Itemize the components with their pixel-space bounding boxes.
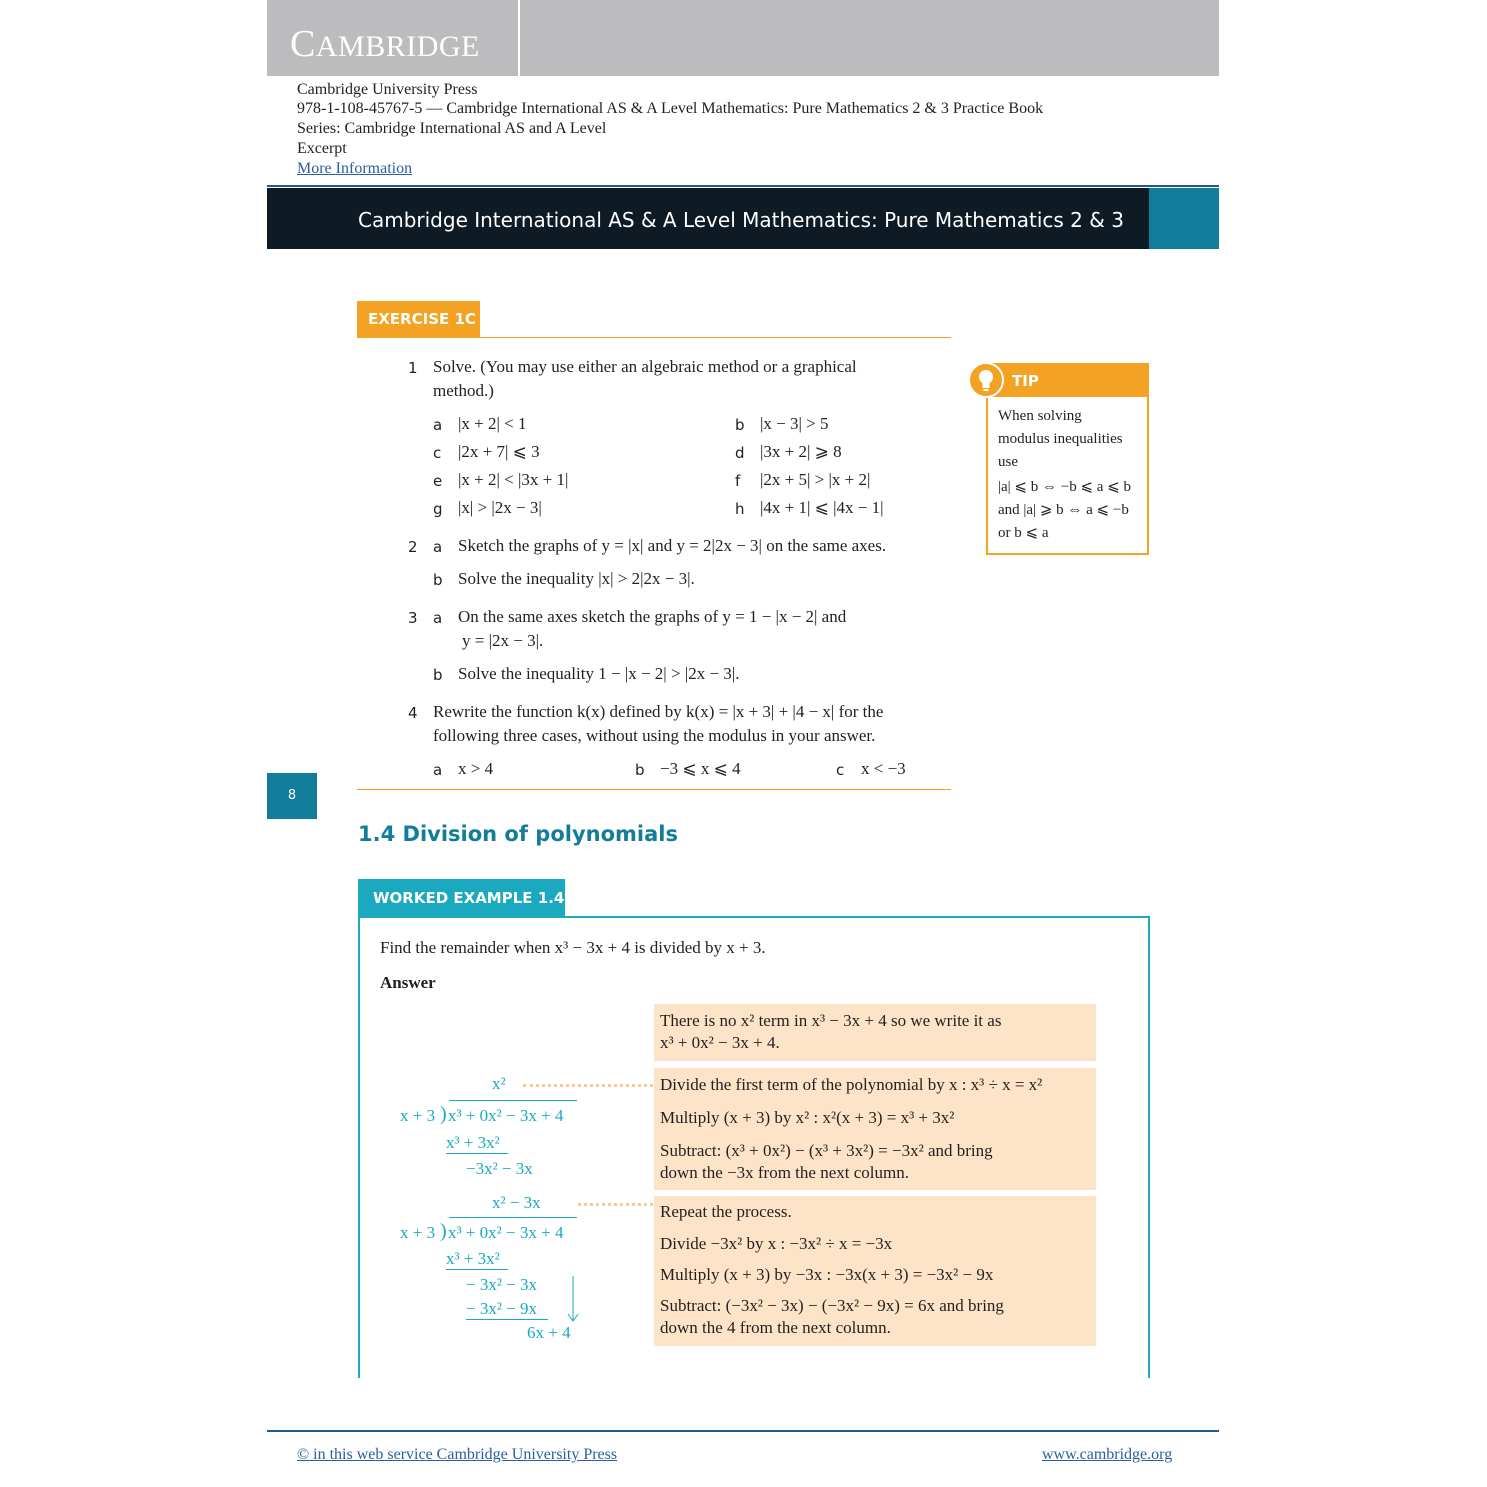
tip-text-line: or b ⩽ a [998, 525, 1049, 541]
question-4-line-1: Rewrite the function k(x) defined by k(x) = |x + 3| + |4 − x| for the [433, 702, 884, 721]
note-1-line-2: x³ + 0x² − 3x + 4. [660, 1033, 780, 1052]
question-number: 4 [408, 704, 418, 722]
division-2-remainder-2: 6x + 4 [527, 1323, 571, 1342]
dotted-connector [523, 1084, 653, 1087]
section-title: 1.4 Division of polynomials [358, 822, 678, 846]
division-2-remainder-1: − 3x² − 3x [466, 1275, 538, 1294]
division-1-remainder: −3x² − 3x [466, 1159, 533, 1178]
part-expression: |x + 2| < 1 [458, 414, 527, 433]
lightbulb-icon [968, 362, 1004, 398]
note-1-line-1: There is no x² term in x³ − 3x + 4 so we write it as [660, 1011, 1002, 1030]
division-1-underline [446, 1153, 508, 1154]
part-label: a [433, 416, 443, 434]
exercise-bottom-rule [357, 789, 951, 790]
division-1-dividend: x³ + 0x² − 3x + 4 [448, 1106, 564, 1125]
tip-text-line: and |a| ⩾ b ⇔ a ⩽ −b [998, 502, 1129, 518]
bring-down-arrow-icon [565, 1276, 581, 1324]
part-label: b [433, 666, 443, 684]
question-2b-text: Solve the inequality |x| > 2|2x − 3|. [458, 569, 695, 588]
lightbulb-icon-svg [970, 364, 1002, 396]
exercise-top-rule [357, 337, 951, 338]
footer-rule [267, 1430, 1219, 1432]
division-2-subtrahend-1: x³ + 3x² [446, 1249, 500, 1268]
banner-divider [518, 0, 520, 76]
part-label: a [433, 761, 443, 779]
question-2a-text: Sketch the graphs of y = |x| and y = 2|2x − 3| on the same axes. [458, 536, 887, 555]
division-2-bar [449, 1217, 577, 1218]
question-1-line-2: method.) [433, 381, 494, 400]
part-label: a [433, 538, 443, 556]
series-line: Series: Cambridge International AS and A Level [297, 120, 607, 137]
division-2-bracket: ) [440, 1220, 447, 1242]
division-1-bracket: ) [440, 1103, 447, 1125]
part-label: b [735, 416, 745, 434]
worked-example-top-border [358, 916, 1150, 918]
division-2-underline-1 [446, 1269, 508, 1270]
note-3-line-1: Repeat the process. [660, 1202, 792, 1221]
note-2-line-2: Multiply (x + 3) by x² : x²(x + 3) = x³ + 3x² [660, 1108, 955, 1127]
header-rule [267, 185, 1219, 187]
worked-example-right-border [1148, 916, 1150, 1378]
excerpt-line: Excerpt [297, 140, 347, 157]
division-2-underline-2 [466, 1319, 548, 1320]
division-1-subtrahend: x³ + 3x² [446, 1133, 500, 1152]
note-3-line-3: Multiply (x + 3) by −3x : −3x(x + 3) = −3x² − 9x [660, 1265, 994, 1284]
tip-text-line: use [998, 454, 1018, 470]
answer-label: Answer [380, 973, 436, 992]
part-label: f [735, 472, 741, 490]
tip-text-line: |a| ⩽ b ⇔ −b ⩽ a ⩽ b [998, 479, 1131, 495]
copyright-link[interactable]: © in this web service Cambridge University Press [297, 1446, 618, 1463]
question-3b-text: Solve the inequality 1 − |x − 2| > |2x − 3|. [458, 664, 740, 683]
division-2-divisor: x + 3 [400, 1223, 436, 1242]
part-expression: |3x + 2| ⩾ 8 [760, 442, 842, 461]
worked-example-left-border [358, 916, 360, 1378]
part-expression: |4x + 1| ⩽ |4x − 1| [760, 498, 884, 517]
division-1-divisor: x + 3 [400, 1106, 436, 1125]
division-1-quotient: x² [492, 1074, 506, 1093]
question-3a-line-1: On the same axes sketch the graphs of y = 1 − |x − 2| and [458, 607, 847, 626]
note-2-line-4: down the −3x from the next column. [660, 1163, 909, 1182]
part-expression: |x − 3| > 5 [760, 414, 829, 433]
part-label: h [735, 500, 745, 518]
tip-header [986, 363, 1149, 397]
question-4-line-2: following three cases, without using the modulus in your answer. [433, 726, 876, 745]
part-label: e [433, 472, 443, 490]
part-label: b [635, 761, 645, 779]
part-expression: |x| > |2x − 3| [458, 498, 542, 517]
division-2-dividend: x³ + 0x² − 3x + 4 [448, 1223, 564, 1242]
part-label: c [836, 761, 845, 779]
part-expression: |2x + 7| ⩽ 3 [458, 442, 540, 461]
note-2-line-1: Divide the first term of the polynomial by x : x³ ÷ x = x² [660, 1075, 1043, 1094]
question-4c-text: x < −3 [861, 759, 906, 778]
more-information-link[interactable]: More Information [297, 160, 413, 177]
worked-example-question: Find the remainder when x³ − 3x + 4 is divided by x + 3. [380, 938, 766, 957]
publisher-line: Cambridge University Press [297, 81, 478, 98]
title-bar-accent [1149, 188, 1219, 249]
worked-example-tag: WORKED EXAMPLE 1.4 [358, 879, 565, 917]
note-3-line-5: down the 4 from the next column. [660, 1318, 891, 1337]
cambridge-website-link[interactable]: www.cambridge.org [1042, 1446, 1173, 1463]
isbn-line: 978-1-108-45767-5 — Cambridge International AS & A Level Mathematics: Pure Mathematics 2 & 3 Practice Book [297, 100, 1044, 117]
tip-label: TIP [1012, 372, 1039, 390]
part-label: c [433, 444, 442, 462]
tip-text-line: modulus inequalities [998, 431, 1123, 447]
division-1-bar [449, 1100, 577, 1101]
part-label: a [433, 609, 443, 627]
note-3-line-4: Subtract: (−3x² − 3x) − (−3x² − 9x) = 6x and bring [660, 1296, 1004, 1315]
page-number: 8 [267, 773, 317, 819]
question-1-line-1: Solve. (You may use either an algebraic method or a graphical [433, 357, 857, 376]
part-expression: |x + 2| < |3x + 1| [458, 470, 569, 489]
cambridge-logo: CAMBRIDGE [290, 23, 480, 65]
part-expression: |2x + 5| > |x + 2| [760, 470, 871, 489]
note-3-line-2: Divide −3x² by x : −3x² ÷ x = −3x [660, 1234, 893, 1253]
division-2-subtrahend-2: − 3x² − 9x [466, 1299, 538, 1318]
question-4b-text: −3 ⩽ x ⩽ 4 [660, 759, 741, 778]
question-number: 3 [408, 609, 418, 627]
part-label: b [433, 571, 443, 589]
tip-text-line: When solving [998, 408, 1082, 424]
part-label: g [433, 500, 443, 518]
question-4a-text: x > 4 [458, 759, 494, 778]
question-3a-line-2: y = |2x − 3|. [462, 631, 544, 650]
note-2-line-3: Subtract: (x³ + 0x²) − (x³ + 3x²) = −3x² and bring [660, 1141, 993, 1160]
question-number: 1 [408, 359, 418, 377]
question-number: 2 [408, 538, 418, 556]
dotted-connector [578, 1203, 653, 1206]
exercise-tag: EXERCISE 1C [357, 301, 480, 338]
part-label: d [735, 444, 745, 462]
book-title: Cambridge International AS & A Level Mathematics: Pure Mathematics 2 & 3 [358, 208, 1124, 232]
division-2-quotient: x² − 3x [492, 1193, 541, 1212]
